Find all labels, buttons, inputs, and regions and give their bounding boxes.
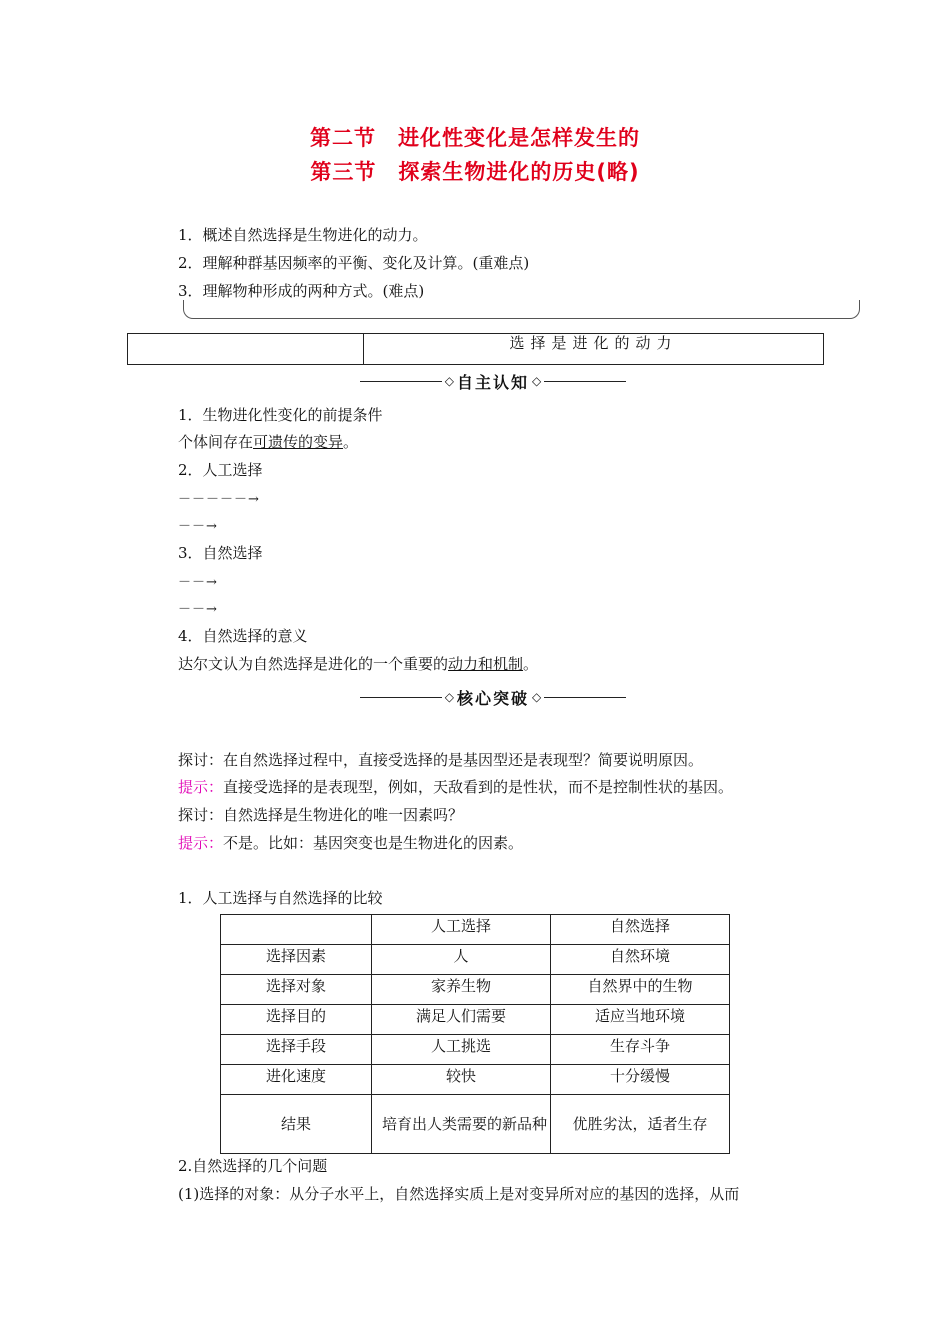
table-cell: 培育出人类需要的新品种 [372,1095,551,1154]
objective-2: 2．理解种群基因频率的平衡、变化及计算。(重难点) [178,254,530,272]
objectives-brace [183,300,860,319]
item1-blank-answer: 可遗传的变异 [253,433,344,451]
item3-title: 3．自然选择 [178,544,263,562]
section-label: 自主认知 [457,372,530,392]
table-row [221,975,730,1005]
hint-text: 不是。比如：基因突变也是生物进化的因素。 [223,834,524,852]
table-header-cell: 人工选择 [372,915,551,945]
table-cell: 满足人们需要 [372,1005,551,1035]
table-cell: 选择因素 [221,945,372,975]
section-label: 核心突破 [457,688,530,708]
diamond-icon: ◇ [444,690,454,704]
item1-title: 1．生物进化性变化的前提条件 [178,406,383,424]
table-cell: 选择手段 [221,1035,372,1065]
diamond-icon: ◇ [444,374,454,388]
item2-arrow-1: －－－－－→ [178,492,260,507]
diamond-icon: ◇ [532,374,542,388]
question-1: 探讨：在自然选择过程中，直接受选择的是基因型还是表现型？简要说明原因。 [178,751,704,769]
objective-1: 1．概述自然选择是生物进化的动力。 [178,226,428,244]
table-cell: 进化速度 [221,1065,372,1095]
table-cell: 选择目的 [221,1005,372,1035]
hint-label: 提示： [178,834,224,852]
question-2: 探讨：自然选择是生物进化的唯一因素吗？ [178,806,464,824]
item1-text [178,431,358,452]
table-cell: 家养生物 [372,975,551,1005]
item4-text-b: 。 [523,655,539,673]
hint-1 [178,776,733,797]
table-row [221,1095,730,1154]
table-cell: 优胜劣汰，适者生存 [551,1095,730,1154]
table-header-cell [221,915,372,945]
item3-arrow-1: －－→ [178,575,218,590]
heading-rule-left [360,697,442,698]
table-cell: 结果 [221,1095,372,1154]
item4-title: 4．自然选择的意义 [178,627,308,645]
topic-header-box [127,333,824,365]
hint-text: 直接受选择的是表现型，例如，天敌看到的是性状，而不是控制性状的基因。 [223,778,734,796]
table-cell: 自然界中的生物 [551,975,730,1005]
item1-text-a: 个体间存在 [178,433,254,451]
table-row [221,1065,730,1095]
item4-text [178,653,538,674]
item1-text-b: 。 [343,433,359,451]
diamond-icon: ◇ [532,690,542,704]
table-cell: 十分缓慢 [551,1065,730,1095]
table-header-cell: 自然选择 [551,915,730,945]
table-row [221,945,730,975]
page-title-line2: 第三节 探索生物进化的历史(略) [310,160,640,184]
heading-rule-right [544,381,626,382]
section-heading-self-study [360,369,626,393]
table-cell: 生存斗争 [551,1035,730,1065]
item4-text-a: 达尔文认为自然选择是进化的一个重要的 [178,655,449,673]
heading-rule-left [360,381,442,382]
table-row [221,1035,730,1065]
table-cell: 较快 [372,1065,551,1095]
item2-arrow-2: －－→ [178,519,218,534]
item4-blank-answer: 动力和机制 [448,655,524,673]
table-row [221,1005,730,1035]
table-cell: 人 [372,945,551,975]
item3-arrow-2: －－→ [178,602,218,617]
heading-rule-right [544,697,626,698]
topic-header-text: 选择是进化的动力 [509,334,678,352]
page-title-line1: 第二节 进化性变化是怎样发生的 [310,126,640,150]
table-cell: 适应当地环境 [551,1005,730,1035]
table-cell: 自然环境 [551,945,730,975]
compare-title: 1．人工选择与自然选择的比较 [178,889,383,907]
table-cell: 人工挑选 [372,1035,551,1065]
comparison-table [220,914,730,1154]
issues-title: 2.自然选择的几个问题 [178,1157,328,1175]
issues-text: (1)选择的对象：从分子水平上，自然选择实质上是对变异所对应的基因的选择，从而 [178,1185,740,1203]
section-heading-core [360,685,626,709]
hint-2 [178,832,523,853]
item2-title: 2．人工选择 [178,461,263,479]
table-cell: 选择对象 [221,975,372,1005]
objective-3: 3．理解物种形成的两种方式。(难点) [178,282,425,300]
hint-label: 提示： [178,778,224,796]
table-header-row [221,915,730,945]
